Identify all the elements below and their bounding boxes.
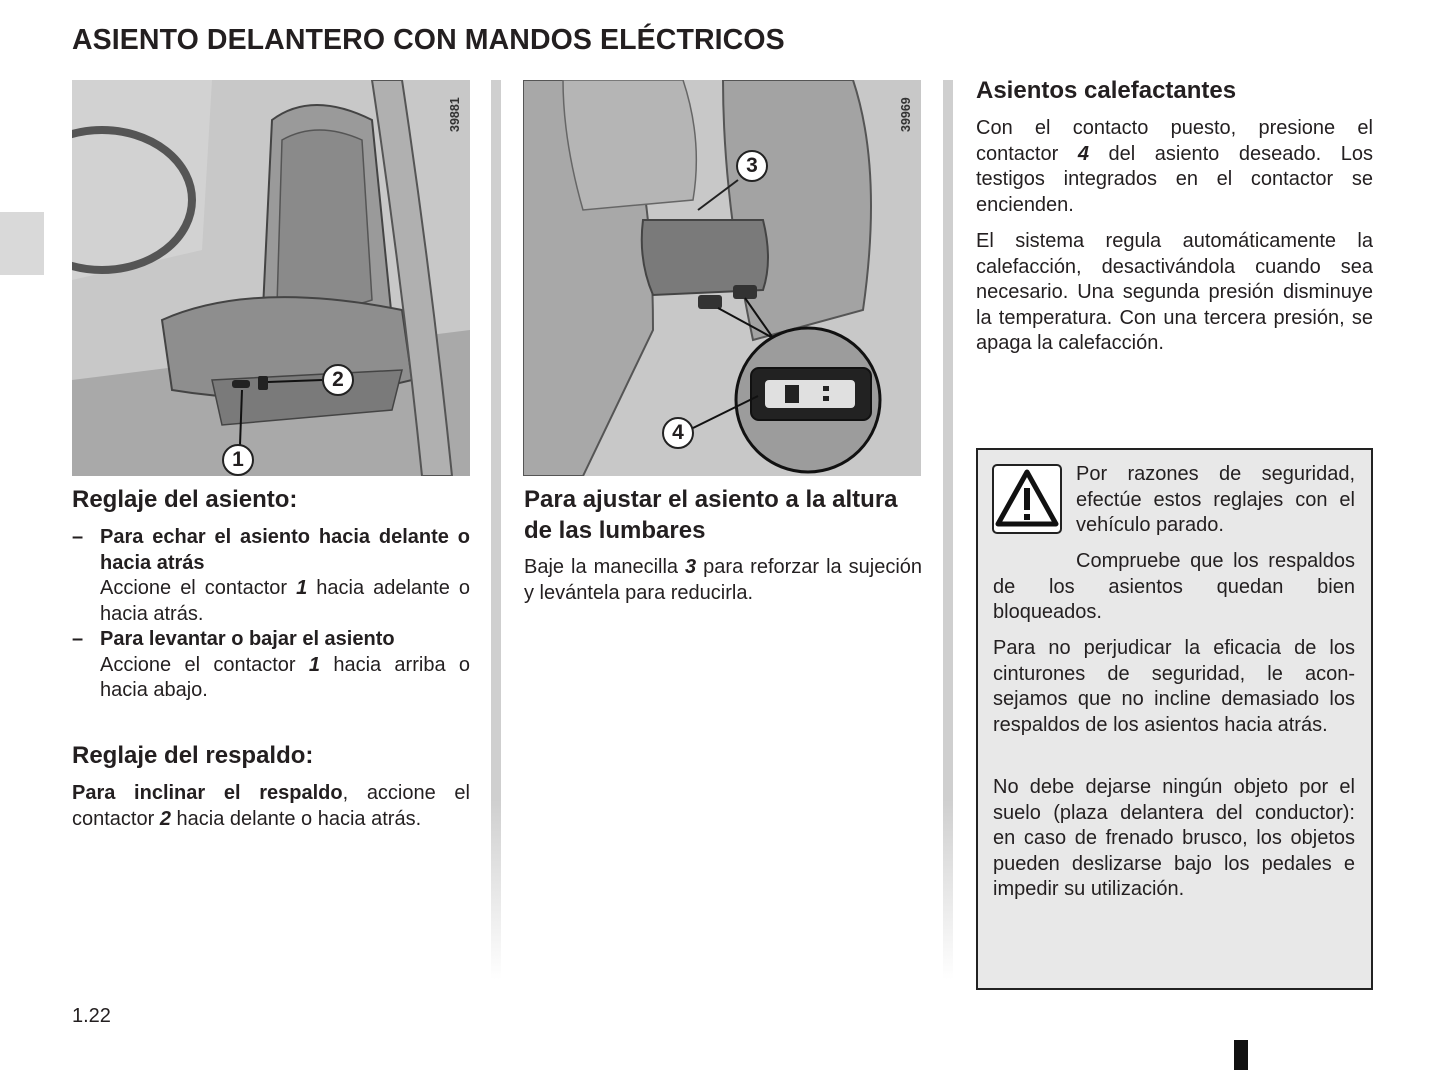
control-ref: 3 (685, 556, 697, 578)
figure-callout-3: 3 (736, 150, 768, 182)
control-ref: 1 (308, 653, 321, 676)
lumbar-heating-illustration (523, 80, 921, 476)
figure-code: 39881 (448, 97, 462, 132)
text-fragment: hacia adelante o hacia atrás. (100, 577, 471, 625)
seat-adjust-list (72, 525, 470, 704)
backrest-text (72, 781, 470, 832)
warning-text-3: Para no perjudicar la eficacia de los cinturones de seguridad, le aconsejamos que no incline demasiado los respaldos de los asientos hacia atrás. (993, 637, 1355, 736)
list-item-text (72, 653, 470, 704)
warning-text-4: No debe dejarse ningún objeto por el suelo (plaza delantera del conductor): en caso de frenado brusco, los objetos pueden deslizarse bajo los pedales e impedir su utilización. (993, 776, 1355, 900)
text-fragment: para reforzar la sujeción y levántela para reducirla. (524, 556, 923, 604)
text-fragment: hacia delante o hacia atrás. (170, 807, 422, 830)
list-item-title: Para levantar o bajar el asiento (100, 628, 395, 650)
page-title: ASIENTO DELANTERO CON MANDOS ELÉCTRICOS (72, 24, 785, 56)
text-fragment: Accione el contactor (100, 577, 297, 599)
control-ref: 4 (1077, 142, 1089, 165)
column-separator (491, 80, 501, 980)
list-dash: – (72, 628, 84, 650)
console-illustration-drawing (523, 80, 921, 476)
figure-code: 39969 (899, 97, 913, 132)
figure-callout-2: 2 (322, 364, 354, 396)
list-item-text (72, 576, 470, 627)
list-dash: – (72, 526, 84, 548)
backrest-heading: Reglaje del respaldo: (72, 742, 314, 769)
figure-callout-4: 4 (662, 417, 694, 449)
figure-callout-1: 1 (222, 444, 254, 476)
safety-warning-box (976, 448, 1373, 990)
warning-triangle-icon-graphic (994, 466, 1060, 532)
section-end-mark (1234, 1040, 1248, 1070)
warning-text-2: Compruebe que los respaldos de los asientos quedan bien bloqueados. (993, 550, 1355, 623)
seat-controls-illustration (72, 80, 470, 476)
heated-seats-text-1 (976, 116, 1373, 218)
warning-text-1: Por razones de seguridad, efectúe estos reglajes con el vehículo parado. (1076, 463, 1355, 536)
section-tab (0, 212, 44, 275)
heated-seats-text-2: El sistema regula automáticamente la calefacción, desactivándola cuando sea necesario. Una segunda presión disminuye la temperatura. Con una tercera presión, se apaga la calefacción. (976, 230, 1373, 354)
text-fragment: Baje la manecilla (524, 556, 686, 578)
list-item-title: Para echar el asiento hacia delante o hacia atrás (100, 526, 470, 574)
control-ref: 2 (159, 807, 171, 830)
column-separator (943, 80, 953, 980)
lumbar-text (524, 555, 922, 606)
warning-triangle-icon (992, 464, 1062, 534)
text-fragment: Accione el contactor (100, 653, 309, 676)
text-fragment: , accione el contactor (72, 782, 470, 830)
seat-illustration-drawing (72, 80, 470, 476)
text-fragment: hacia arriba o hacia abajo. (100, 653, 470, 701)
lumbar-heading: Para ajustar el asiento a la altura de las lumbares (524, 486, 898, 544)
page-number: 1.22 (72, 1005, 111, 1027)
text-fragment: Con el contacto puesto, presione el contactor (976, 117, 1373, 165)
text-fragment: Para inclinar el respaldo (72, 782, 343, 804)
seat-adjust-heading: Reglaje del asiento: (72, 486, 298, 513)
control-ref: 1 (296, 577, 308, 599)
text-fragment: del asiento deseado. Los testigos integrados en el contactor se encienden. (976, 142, 1373, 216)
heated-seats-heading: Asientos calefactantes (976, 77, 1237, 104)
